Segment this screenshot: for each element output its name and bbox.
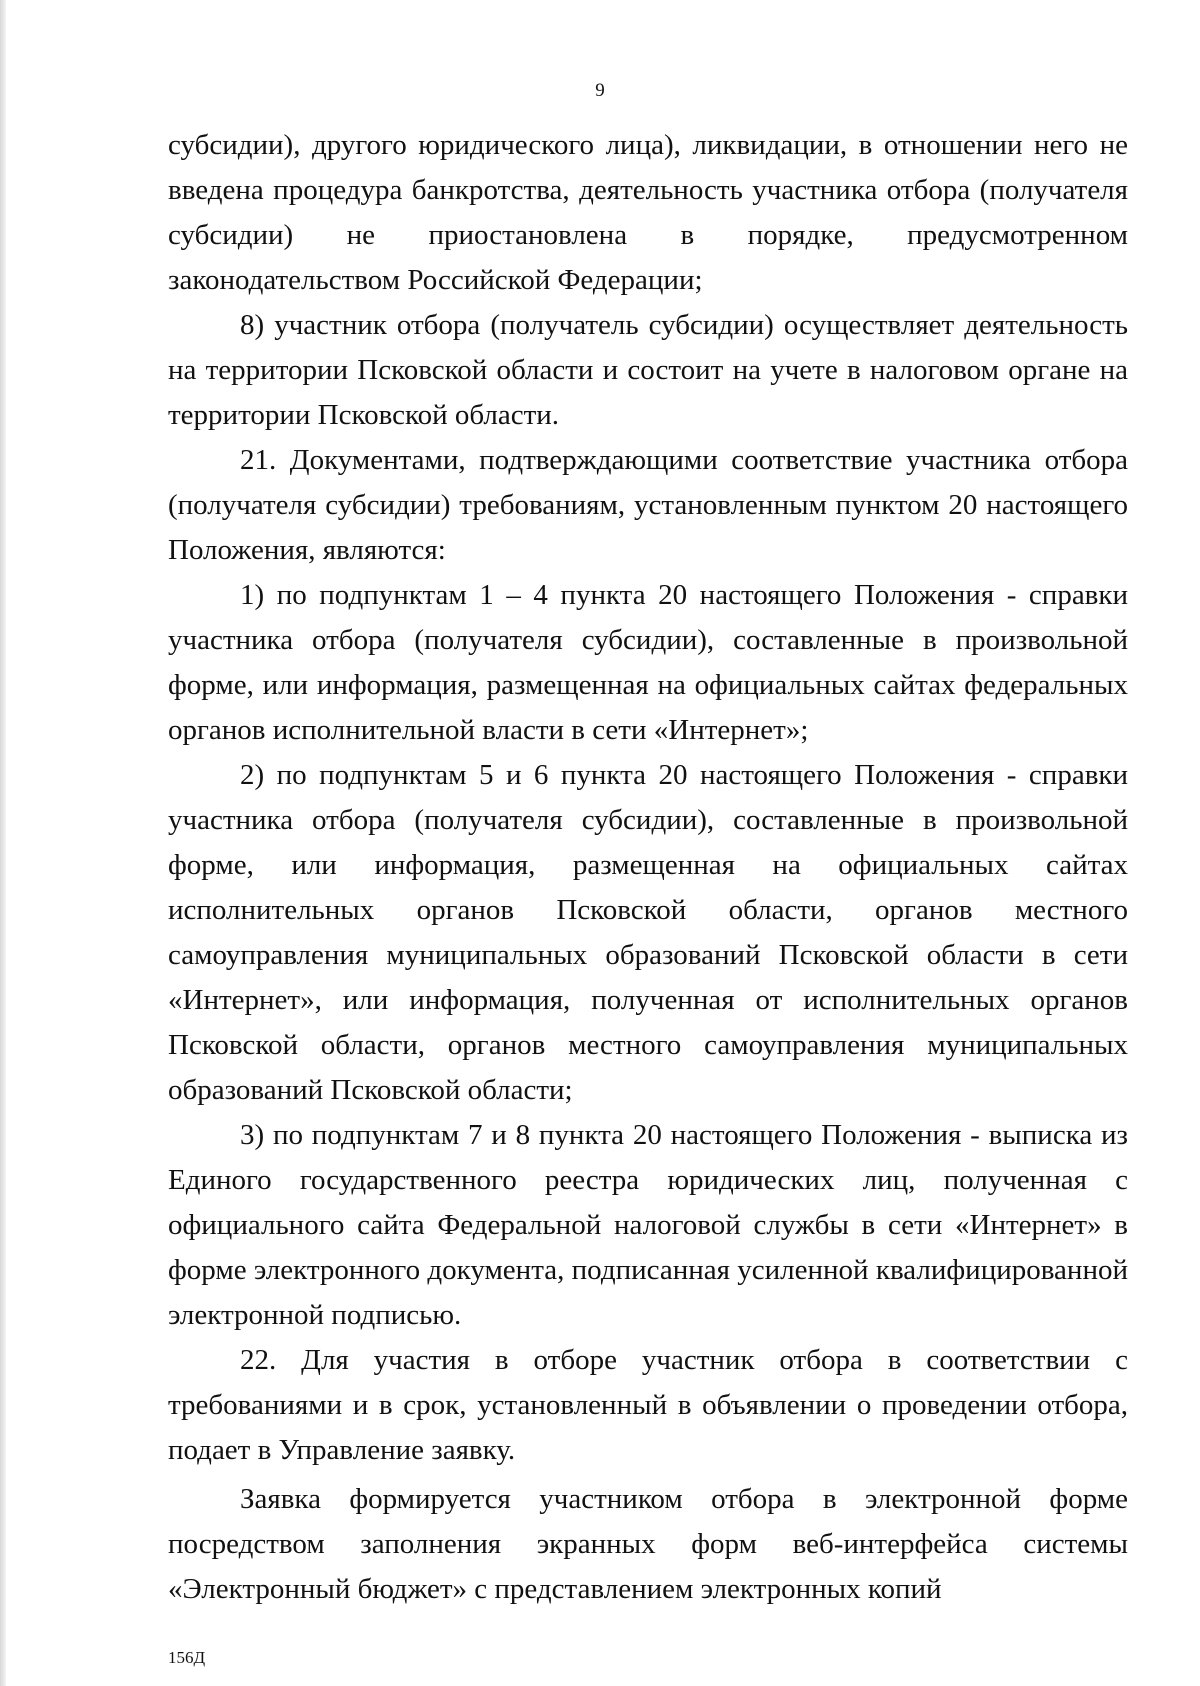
paragraph-item-8: 8) участник отбора (получатель субсидии) осуществляет деятельность на территории Псковской области и состоит на учете в налоговом органе на территории Псковской области. [168, 309, 1128, 431]
paragraph-subitem-1: 1) по подпунктам 1 – 4 пункта 20 настоящего Положения - справки участника отбора (получателя субсидии), составленные в произвольной форме, или информация, размещенная на официальных сайтах федеральных органов исполнительной власти в сети «Интернет»; [168, 579, 1128, 746]
document-body [168, 123, 1128, 1612]
paragraph-subitem-2: 2) по подпунктам 5 и 6 пункта 20 настоящего Положения - справки участника отбора (получателя субсидии), составленные в произвольной форме, или информация, размещенная на официальных сайтах исполнительных органов Псковской области, органов местного самоуправления муниципальных образований Псковской области в сети «Интернет», или информация, полученная от исполнительных органов Псковской области, органов местного самоуправления муниципальных образований Псковской области; [168, 759, 1128, 1106]
paragraph-clause-22: 22. Для участия в отборе участник отбора в соответствии с требованиями и в срок, установленный в объявлении о проведении отбора, подает в Управление заявку. [168, 1344, 1128, 1466]
footer-code: 156Д [168, 1648, 206, 1667]
paragraph-application: Заявка формируется участником отбора в электронной форме посредством заполнения экранных форм веб-интерфейса системы «Электронный бюджет» с представлением электронных копий [168, 1483, 1128, 1605]
paragraph-clause-21: 21. Документами, подтверждающими соответствие участника отбора (получателя субсидии) требованиям, установленным пунктом 20 настоящего Положения, являются: [168, 444, 1128, 566]
paragraph-continuation: субсидии), другого юридического лица), ликвидации, в отношении него не введена процедура банкротства, деятельность участника отбора (получателя субсидии) не приостановлена в порядке, предусмотренном законодательством Российской Федерации; [168, 129, 1128, 296]
scan-edge [0, 0, 6, 1686]
paragraph-subitem-3: 3) по подпунктам 7 и 8 пункта 20 настоящего Положения - выписка из Единого государственного реестра юридических лиц, полученная с официального сайта Федеральной налоговой службы в сети «Интернет» в форме электронного документа, подписанная усиленной квалифицированной электронной подписью. [168, 1119, 1128, 1331]
page-number: 9 [595, 80, 605, 101]
